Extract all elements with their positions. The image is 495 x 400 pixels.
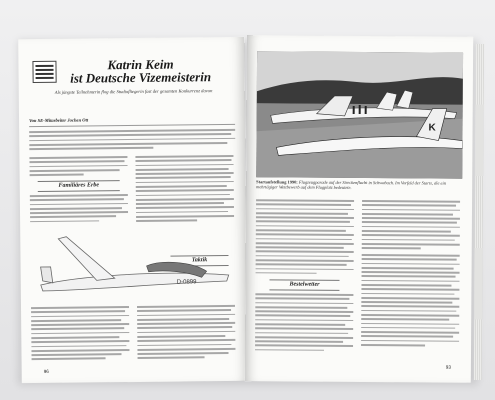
right-column-1-text-2 <box>255 293 353 354</box>
right-column-1-text <box>256 199 355 277</box>
caption-lead: Startaufstellung 1990: <box>256 179 298 185</box>
left-page <box>18 37 248 383</box>
section-heading-taktik: Taktik <box>170 255 228 267</box>
caption-text: Flugzeugparade auf der Streckenflucht in Schwabach. Im Vorfeld der Starts, die ein mehrtägiger Wettbewerb auf dem Flugplatz bedeutete. <box>256 179 446 191</box>
column-1-text-3 <box>31 306 130 363</box>
article-title-block <box>54 57 226 95</box>
glider-illustration <box>36 225 233 305</box>
svg-text:K: K <box>428 122 436 134</box>
right-column-2-text-2 <box>361 254 460 349</box>
right-column-2-text <box>362 200 460 252</box>
byline: Von SE-Mitarbeiter Jochen Ott <box>29 117 89 124</box>
article-subhead: Als jüngste Teilnehmerin flog die Studiofliegerin fast der gesamten Konkurrenz davon <box>54 88 213 95</box>
column-2-text <box>135 155 234 225</box>
section-heading-familiaeres-erbe: Familiäres Erbe <box>38 180 120 192</box>
column-1-text <box>29 156 127 178</box>
divider <box>29 124 235 127</box>
intro-paragraph <box>29 129 235 153</box>
headline-line-2: ist Deutsche Vizemeisterin <box>70 69 212 86</box>
gliders-photo <box>256 51 463 178</box>
headline-line-1: Katrin Keim <box>107 56 174 73</box>
page-number-right: 93 <box>445 364 451 370</box>
section-heading-bestelwetter: Bestelwetter <box>269 279 339 290</box>
right-page <box>245 35 473 383</box>
column-1-text-2 <box>30 194 128 225</box>
glider-registration: D-0899 <box>176 279 197 286</box>
document-icon <box>32 61 56 83</box>
column-2-text-2 <box>137 305 236 362</box>
page-number-left: 96 <box>43 368 49 374</box>
photo-caption <box>256 179 462 191</box>
